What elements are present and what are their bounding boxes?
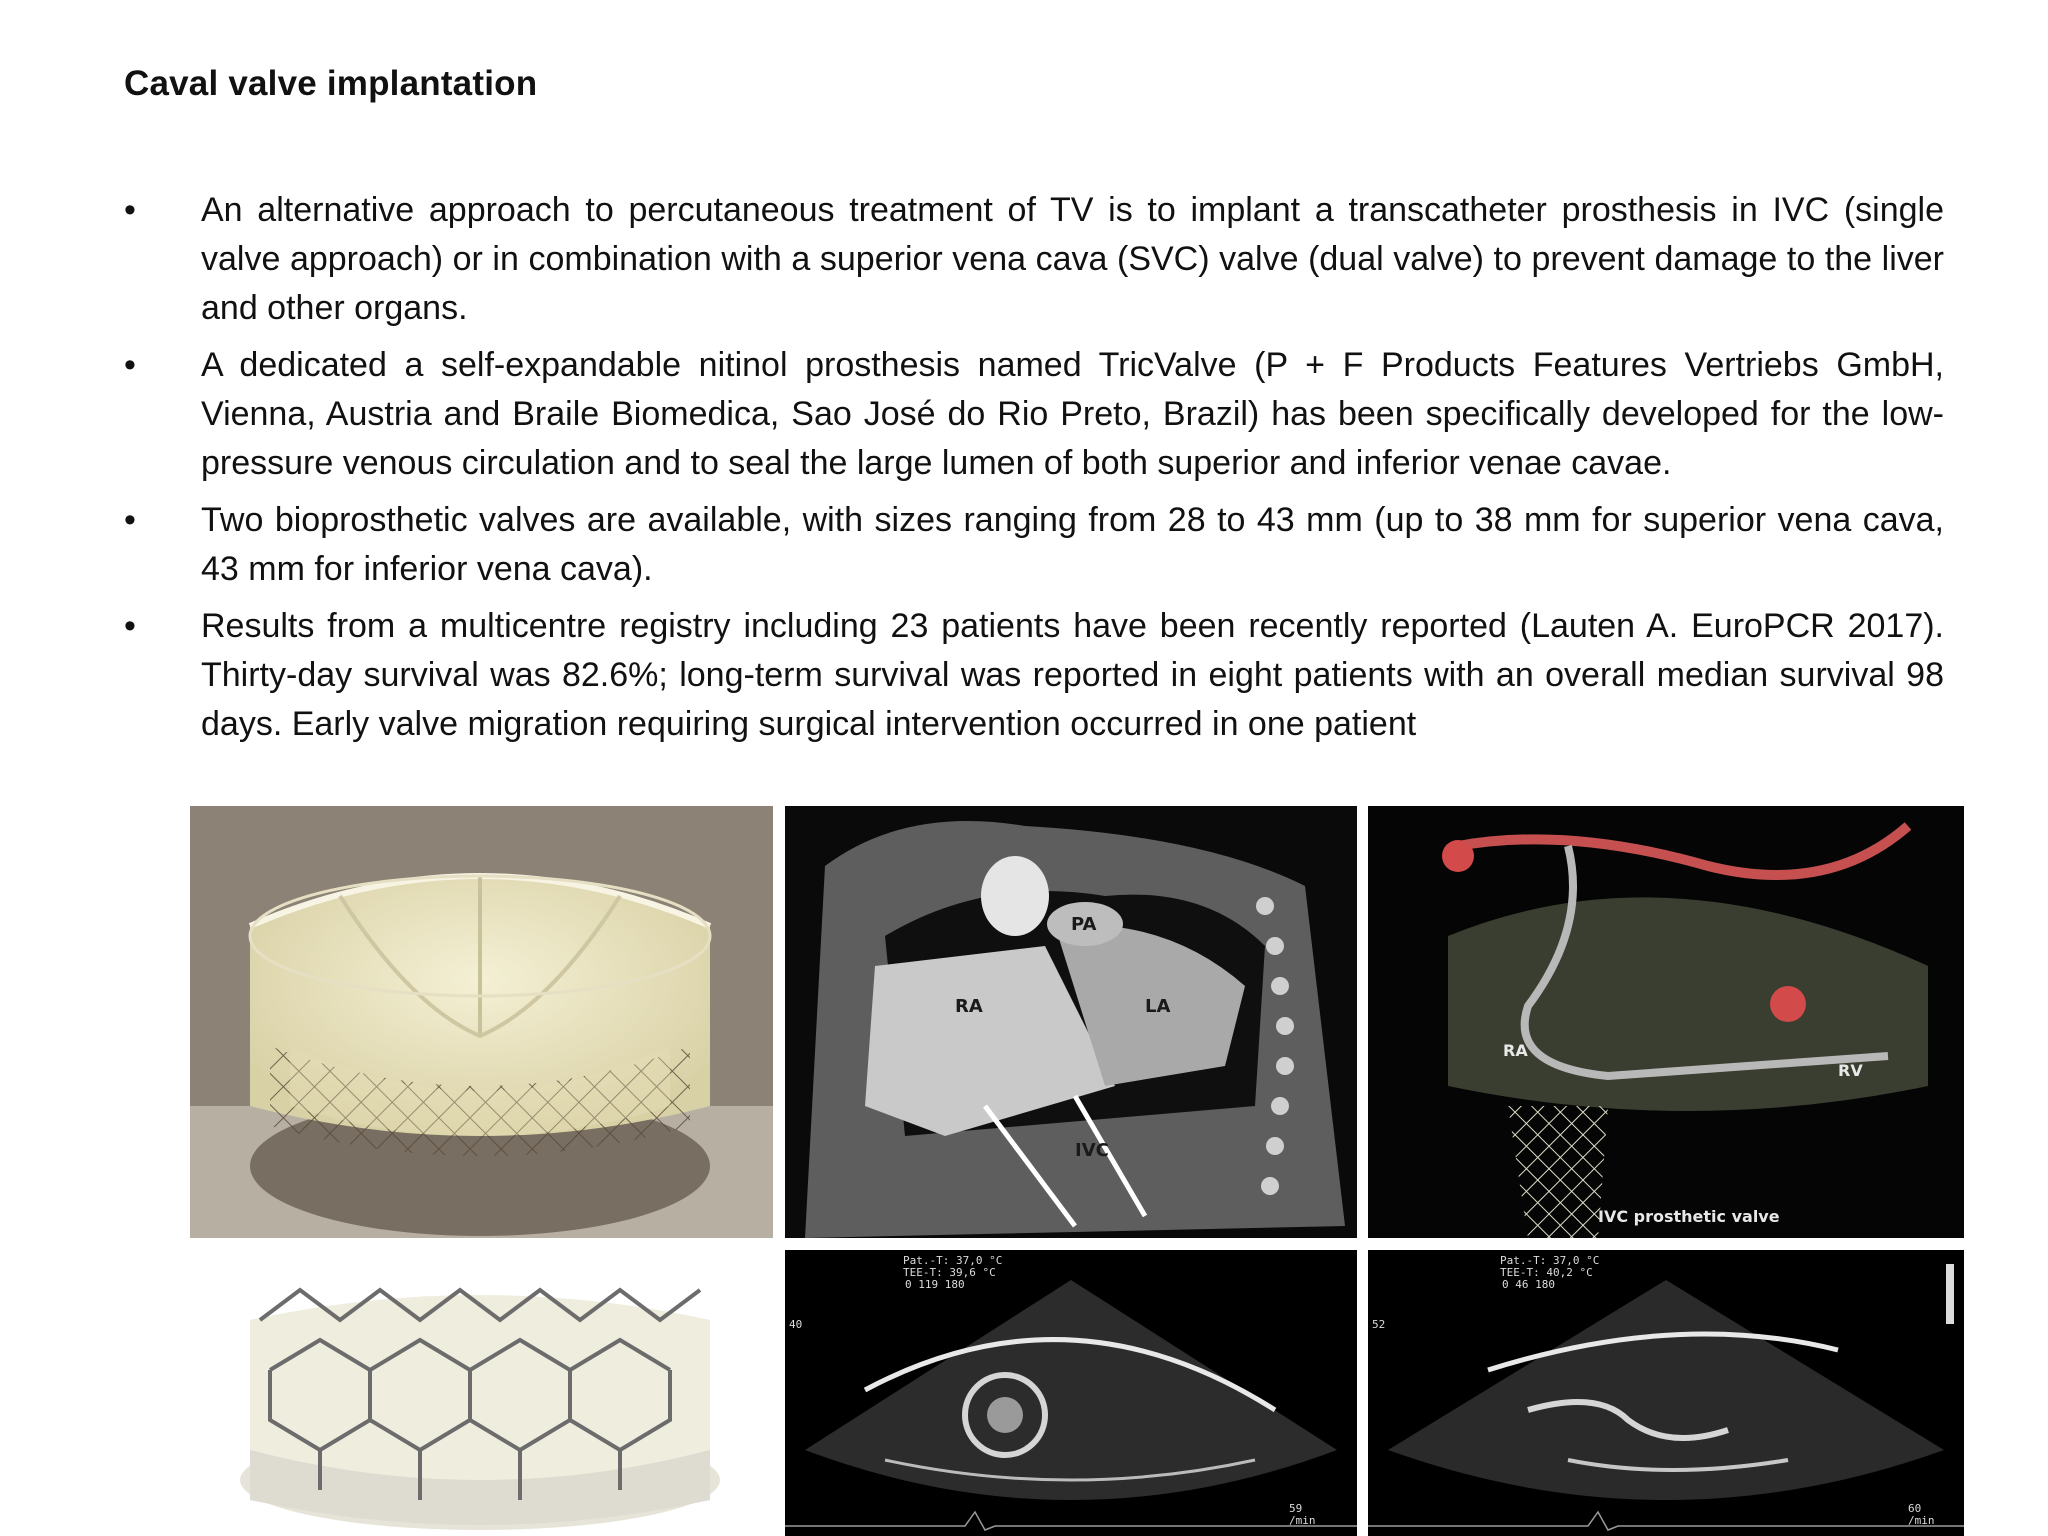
slide-title: Caval valve implantation <box>124 64 538 103</box>
ct-scan-image <box>785 806 1357 1238</box>
recon-label-ra: RA <box>1503 1041 1528 1060</box>
bullet-text: Results from a multicentre registry including 23 patients have been recently reported (Lauten A. EuroPCR 2017). Thirty-day survival was 82.6%; long-term survival was reported in eight patients with an overall median survival 98 days. Early valve migration requiring surgical intervention occurred in one patient <box>201 607 1944 743</box>
bullet-icon: • <box>124 607 136 645</box>
bullet-item <box>124 341 1944 488</box>
ct-label-ivc: IVC <box>1075 1140 1109 1161</box>
bullet-text: An alternative approach to percutaneous treatment of TV is to implant a transcatheter prosthesis in IVC (single valve approach) or in combination with a superior vena cava (SVC) valve (dual valve) to prevent damage to the liver and other organs. <box>201 191 1944 327</box>
bullet-item <box>124 186 1944 333</box>
ct-label-la: LA <box>1145 996 1171 1017</box>
bullet-item <box>124 602 1944 749</box>
echo-left-rate-unit: /min <box>1289 1514 1316 1527</box>
recon-3d-image <box>1368 806 1964 1238</box>
valve-render-image <box>190 1250 773 1536</box>
echo-left-probe-temp: TEE-T: 39,6 °C <box>903 1266 996 1279</box>
recon-label-valve: IVC prosthetic valve <box>1598 1207 1780 1226</box>
echo-right-probe-temp: TEE-T: 40,2 °C <box>1500 1266 1593 1279</box>
echo-right-depth: 52 <box>1372 1318 1386 1331</box>
ct-label-pa: PA <box>1071 914 1097 935</box>
echo-left-angle: 0 119 180 <box>905 1278 965 1291</box>
echo-left-rate: 59 <box>1289 1502 1303 1515</box>
echo-image-right <box>1368 1250 1964 1536</box>
echo-left-patient-temp: Pat.-T: 37,0 °C <box>903 1254 1003 1267</box>
echo-right-illustration <box>1368 1250 1964 1536</box>
bullet-icon: • <box>124 501 136 539</box>
bullet-list <box>124 186 1944 757</box>
echo-image-left <box>785 1250 1357 1536</box>
valve-photo <box>190 806 773 1238</box>
bullet-text: A dedicated a self-expandable nitinol prosthesis named TricValve (P + F Products Features Vertriebs GmbH, Vienna, Austria and Braile Biomedica, Sao José do Rio Preto, Brazil) has been specifically developed for the low-pressure venous circulation and to seal the large lumen of both superior and inferior venae cavae. <box>201 346 1944 482</box>
recon-label-rv: RV <box>1838 1061 1863 1080</box>
ct-scan-illustration <box>785 806 1357 1238</box>
valve-render-illustration <box>190 1250 773 1536</box>
valve-photo-illustration <box>190 806 773 1238</box>
echo-right-rate: 60 <box>1908 1502 1922 1515</box>
bullet-icon: • <box>124 346 136 384</box>
bullet-item <box>124 496 1944 594</box>
echo-right-angle: 0 46 180 <box>1502 1278 1555 1291</box>
echo-right-patient-temp: Pat.-T: 37,0 °C <box>1500 1254 1600 1267</box>
echo-right-rate-unit: /min <box>1908 1514 1935 1527</box>
echo-left-depth: 40 <box>789 1318 803 1331</box>
recon-3d-illustration <box>1368 806 1964 1238</box>
bullet-text: Two bioprosthetic valves are available, with sizes ranging from 28 to 43 mm (up to 38 mm for superior vena cava, 43 mm for inferior vena cava). <box>201 501 1944 588</box>
echo-left-illustration <box>785 1250 1357 1536</box>
ct-label-ra: RA <box>955 996 983 1017</box>
bullet-icon: • <box>124 191 136 229</box>
